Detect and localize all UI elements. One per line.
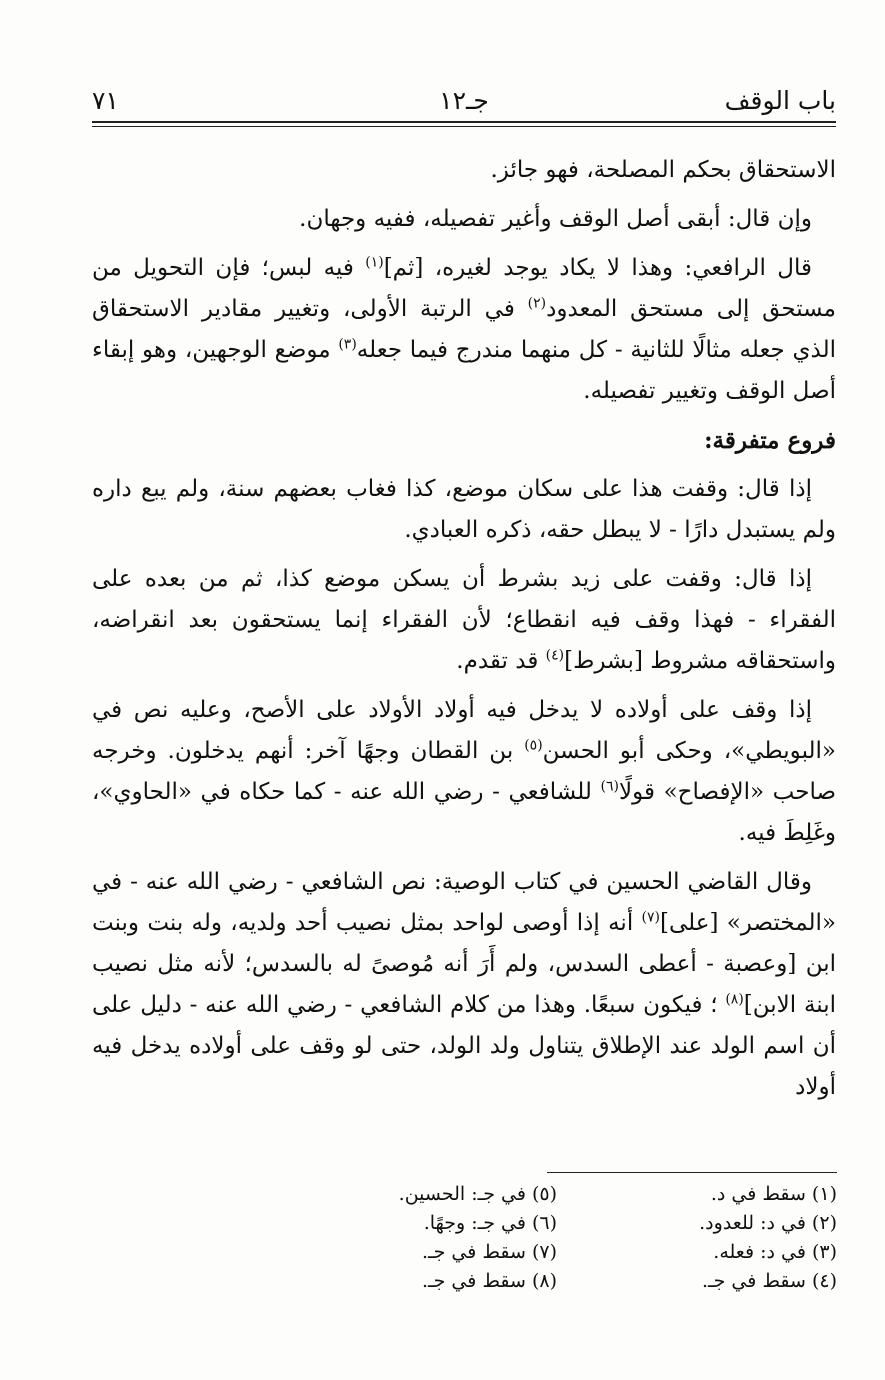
footnote-ref: (٧) bbox=[641, 909, 660, 926]
footnote: (٣) في د: فعله. bbox=[713, 1241, 837, 1263]
main-text bbox=[92, 150, 836, 1116]
header-rule-thick bbox=[92, 121, 836, 123]
footnotes-column-right bbox=[557, 1180, 837, 1296]
footnote: (٨) سقط في جـ. bbox=[421, 1270, 557, 1292]
footnote-ref: (٢) bbox=[527, 295, 547, 312]
paragraph: قال الرافعي: وهذا لا يكاد يوجد لغيره، [ثم]$^{(١)}$ فيه لبس؛ فإن التحويل من مستحق إلى مستحق المعدود$^{(٢)}$ في الرتبة الأولى، وتغيير مقادير الاستحقاق الذي جعله مثالًا للثانية - كل منهما مندرج فيما جعله$^{(٣)}$ موضع الوجهين، وهو إبقاء أصل الوقف وتغيير تفصيله. bbox=[92, 254, 836, 404]
paragraph: وقال القاضي الحسين في كتاب الوصية: نص الشافعي - رضي الله عنه - في «المختصر» [على]$^{(٧)}$ أنه إذا أوصى لواحد بمثل نصيب أحد ولديه، وله بنت وبنت ابن [وعصبة - أعطى السدس، ولم أَرَ أنه مُوصىً له بالسدس؛ لأنه مثل نصيب ابنة الابن]$^{(٨)}$ ؛ فيكون سبعًا. وهذا من كلام الشافعي - رضي الله عنه - دليل على أن اسم الولد عند الإطلاق يتناول ولد الولد، حتى لو وقف على أولاده يدخل فيه أولاد bbox=[92, 869, 837, 1100]
running-header bbox=[92, 84, 836, 118]
footnote: (٧) سقط في جـ. bbox=[421, 1241, 557, 1263]
footnote: (٤) سقط في جـ. bbox=[701, 1270, 837, 1292]
chapter-title: باب الوقف bbox=[724, 86, 836, 115]
footnote: (٢) في د: للعدود. bbox=[699, 1212, 837, 1234]
footnote-ref: (٨) bbox=[725, 991, 744, 1008]
footnote: (٦) في جـ: وجهًا. bbox=[423, 1212, 557, 1234]
paragraph: إذا قال: وقفت على زيد بشرط أن يسكن موضع كذا، ثم من بعده على الفقراء - فهذا وقف فيه انقطاع؛ لأن الفقراء إنما يستحقون بعد انقراضه، واستحقاقه مشروط [بشرط]$^{(٤)}$ قد تقدم. bbox=[92, 566, 836, 674]
footnote-ref: (٤) bbox=[545, 647, 565, 664]
paragraph: إذا وقف على أولاده لا يدخل فيه أولاد الأولاد على الأصح، وعليه نص في «البويطي»، وحكى أبو الحسن$^{(٥)}$ بن القطان وجهًا آخر: أنهم يدخلون. وخرجه صاحب «الإفصاح» قولًا$^{(٦)}$ للشافعي - رضي الله عنه - كما حكاه في «الحاوي»، وغَلِطَ فيه. bbox=[92, 697, 836, 846]
section-heading: فروع متفرقة: bbox=[704, 427, 836, 454]
paragraph: وإن قال: أبقى أصل الوقف وأغير تفصيله، ففيه وجهان. bbox=[299, 206, 812, 232]
footnotes bbox=[277, 1180, 837, 1296]
page-number: ٧١ bbox=[92, 86, 119, 115]
footnote-separator bbox=[547, 1172, 837, 1173]
header-rule-thin bbox=[92, 126, 836, 127]
footnote-ref: (٣) bbox=[338, 336, 357, 353]
footnote: (١) سقط في د. bbox=[710, 1183, 837, 1205]
footnote: (٥) في جـ: الحسين. bbox=[398, 1183, 557, 1205]
paragraph-continuation: الاستحقاق بحكم المصلحة، فهو جائز. bbox=[490, 157, 836, 183]
footnotes-column-left bbox=[277, 1180, 557, 1296]
footnote-ref: (٦) bbox=[600, 778, 619, 795]
footnote-ref: (١) bbox=[365, 254, 384, 271]
paragraph: إذا قال: وقفت هذا على سكان موضع، كذا فغاب بعضهم سنة، ولم يبع داره ولم يستبدل دارًا - لا يبطل حقه، ذكره العبادي. bbox=[92, 476, 836, 543]
footnote-ref: (٥) bbox=[524, 737, 543, 754]
volume-number: جـ١٢ bbox=[439, 86, 489, 115]
